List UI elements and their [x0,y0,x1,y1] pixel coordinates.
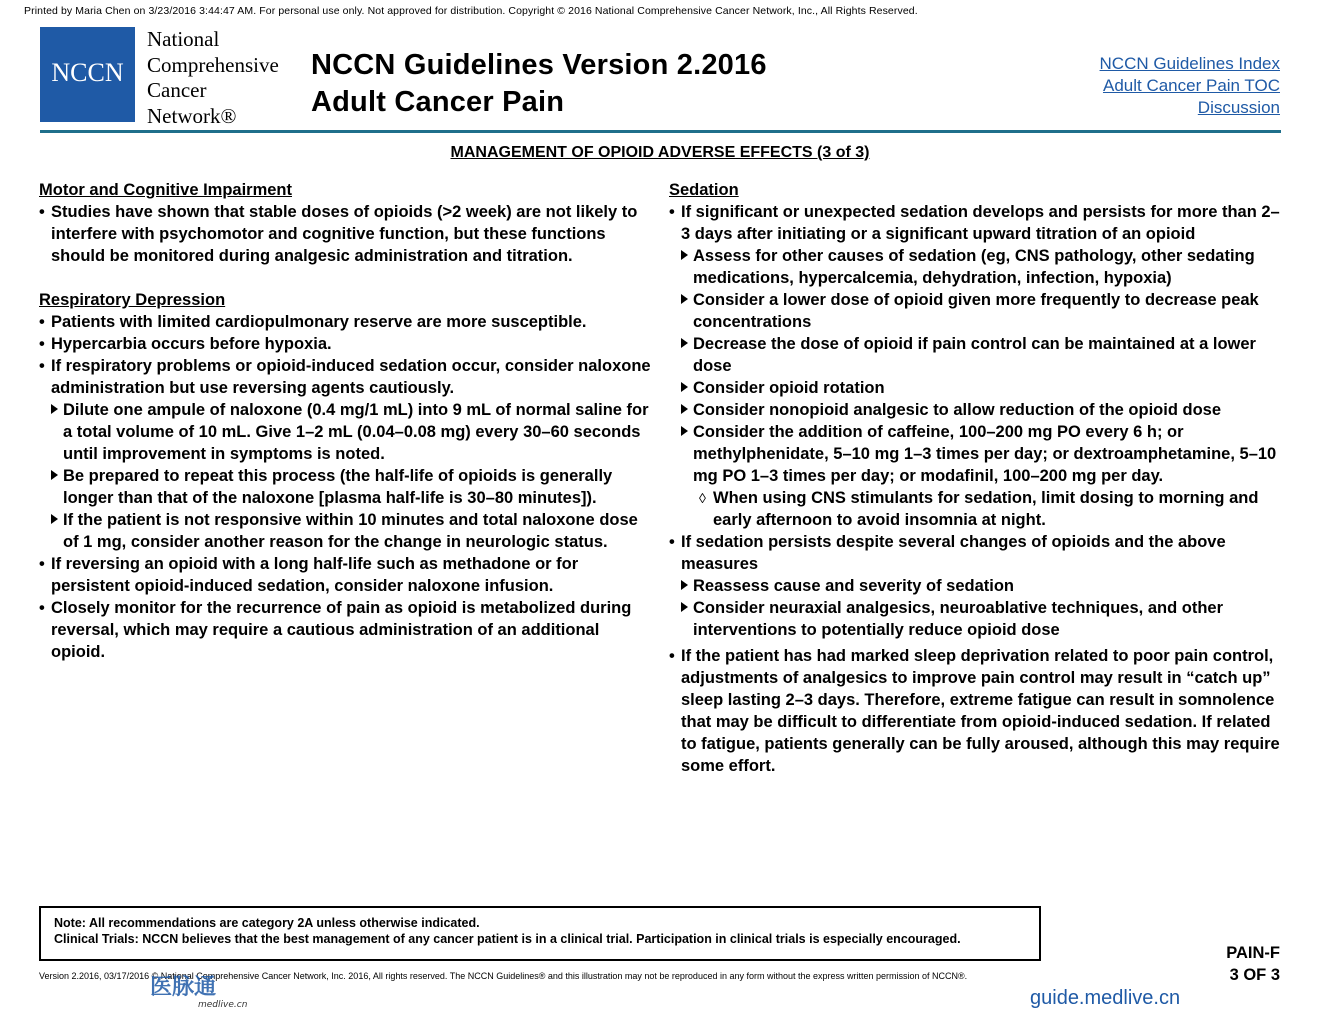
logo-word: Network® [147,103,237,128]
triangle-bullet-icon [681,377,688,400]
document-subtitle: Adult Cancer Pain [311,86,565,118]
bullet-icon: • [39,203,45,221]
triangle-bullet-icon [681,421,688,444]
triangle-bullet-icon [51,465,58,488]
page-code-id: PAIN-F [1226,944,1280,962]
page-code [1226,942,1280,986]
right-column [669,179,1285,777]
list-subitem: Assess for other causes of sedation (eg, CNS pathology, other sedating medications, hypercalcemia, dehydration, infection, hypoxia) [669,245,1285,289]
triangle-bullet-icon [681,399,688,422]
logo-word: National [147,27,220,51]
bullet-icon: • [39,599,45,617]
respiratory-heading: Respiratory Depression [39,291,226,309]
header-divider [40,130,1281,133]
list-subitem: Consider a lower dose of opioid given more frequently to decrease peak concentrations [669,289,1285,333]
copyright-line: Version 2.2016, 03/17/2016 © National Comprehensive Cancer Network, Inc. 2016, All rights reserved. The NCCN Guidelines® and this illustration may not be reproduced in any form without the express written permission of NCCN®. [39,971,968,981]
clinical-trials-text: Clinical Trials: NCCN believes that the best management of any cancer patient is in a clinical trial. Participation in clinical trials is especially encouraged. [54,932,961,946]
note-box [39,906,1041,961]
triangle-bullet-icon [681,245,688,268]
nccn-logo [40,27,135,122]
bullet-icon: • [39,555,45,573]
triangle-bullet-icon [681,575,688,598]
motor-heading: Motor and Cognitive Impairment [39,181,293,199]
toc-link[interactable]: Adult Cancer Pain TOC [1102,76,1280,95]
sedation-heading: Sedation [669,181,739,199]
left-column [39,179,651,663]
list-subitem: Dilute one ampule of naloxone (0.4 mg/1 mL) into 9 mL of normal saline for a total volume of 10 mL. Give 1–2 mL (0.04–0.08 mg) every 30–60 seconds until improvement in symptoms is noted. [39,399,651,465]
list-item: • Patients with limited cardiopulmonary reserve are more susceptible. [39,313,587,331]
page-number: 3 OF 3 [1229,966,1280,984]
list-item: • Closely monitor for the recurrence of pain as opioid is metabolized during reversal, which may require a cautious administration of an additional opioid. [39,599,632,661]
header-links [1100,53,1280,119]
list-subsubitem: ◊ When using CNS stimulants for sedation, limit dosing to morning and early afternoon to avoid insomnia at night. [699,489,1259,529]
triangle-bullet-icon [681,289,688,312]
list-subitem: Consider opioid rotation [669,377,1285,399]
list-item: • Hypercarbia occurs before hypoxia. [39,335,332,353]
list-subitem: Be prepared to repeat this process (the half-life of opioids is generally longer than that of the naloxone [plasma half-life is 30–80 minutes]). [39,465,651,509]
watermark-logo-sub: medlive.cn [198,1000,248,1010]
list-item: • If the patient has had marked sleep deprivation related to poor pain control, adjustments of analgesics to improve pain control may result in “catch up” sleep lasting 2–3 days. Therefore, extreme fatigue can result in somnolence that may be difficult to differentiate from opioid-induced sedation. If related to fatigue, patients generally can be fully aroused, although this may require some effort. [669,647,1280,775]
guidelines-index-link[interactable]: NCCN Guidelines Index [1099,54,1280,73]
list-item: • If sedation persists despite several changes of opioids and the above measures [669,533,1226,573]
list-item: • If respiratory problems or opioid-induced sedation occur, consider naloxone administration but use reversing agents cautiously. [39,357,651,397]
medlive-watermark-logo [148,970,248,1010]
logo-word: Cancer [147,78,207,102]
triangle-bullet-icon [681,597,688,620]
list-subitem: Reassess cause and severity of sedation [669,575,1285,597]
triangle-bullet-icon [681,333,688,356]
list-item: • If significant or unexpected sedation develops and persists for more than 2–3 days after initiating or a significant upward titration of an opioid [669,203,1280,243]
triangle-bullet-icon [51,399,58,422]
triangle-bullet-icon [51,509,58,532]
watermark-url: guide.medlive.cn [1030,987,1181,1009]
list-subitem: If the patient is not responsive within 10 minutes and total naloxone dose of 1 mg, consider another reason for the change in neurologic status. [39,509,651,553]
bullet-icon: • [669,533,675,551]
bullet-icon: • [669,203,675,221]
logo-abbr: NCCN [51,58,124,87]
logo-wordmark [147,27,279,129]
watermark-logo-text: 医脉通 [150,975,217,1000]
print-notice: Printed by Maria Chen on 3/23/2016 3:44:47 AM. For personal use only. Not approved for distribution. Copyright © 2016 National Comprehensive Cancer Network, Inc., All Rights Reserved. [24,5,918,17]
discussion-link[interactable]: Discussion [1197,98,1280,117]
list-subitem: Decrease the dose of opioid if pain control can be maintained at a lower dose [669,333,1285,377]
list-subitem: Consider neuraxial analgesics, neuroablative techniques, and other interventions to potentially reduce opioid dose [669,597,1285,641]
note-text: Note: All recommendations are category 2A unless otherwise indicated. [54,916,480,930]
section-title: MANAGEMENT OF OPIOID ADVERSE EFFECTS (3 of 3) [450,144,870,161]
bullet-icon: • [39,313,45,331]
bullet-icon: • [669,647,675,665]
document-title: NCCN Guidelines Version 2.2016 [311,49,767,81]
list-subitem: Consider nonopioid analgesic to allow reduction of the opioid dose [669,399,1285,421]
bullet-icon: • [39,357,45,375]
bullet-icon: • [39,335,45,353]
list-item: • If reversing an opioid with a long half-life such as methadone or for persistent opioid-induced sedation, consider naloxone infusion. [39,555,579,595]
diamond-bullet-icon: ◊ [699,490,706,506]
list-subitem: Consider the addition of caffeine, 100–200 mg PO every 6 h; or methylphenidate, 5–10 mg 1–3 times per day; or dextroamphetamine, 5–10 mg PO 1–3 times per day; or modafinil, 100–200 mg per day. [669,421,1285,487]
list-item: • Studies have shown that stable doses of opioids (>2 week) are not likely to interfere with psychomotor and cognitive function, but these functions should be monitored during analgesic administration and titration. [39,203,638,265]
logo-word: Comprehensive [147,52,279,77]
